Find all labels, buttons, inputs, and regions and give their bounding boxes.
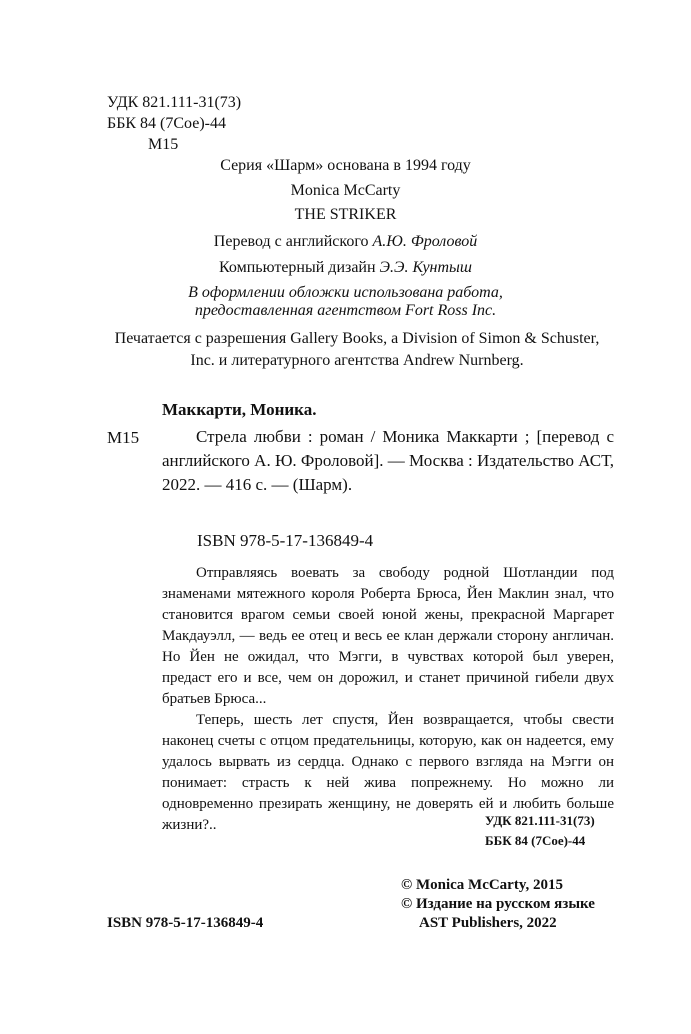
translator-name: А.Ю. Фроловой — [372, 233, 478, 250]
original-title: THE STRIKER — [294, 206, 397, 223]
bibliographic-record: Стрела любви : роман / Моника Маккарти ; [перевод с английского А. Ю. Фроловой]. — Москва : Издательство АСТ, 2022. — 416 с. — (Шарм). — [162, 427, 615, 494]
bibliographic-label: М15 — [107, 428, 140, 447]
design-credit — [0, 259, 691, 277]
copyright-publisher: AST Publishers, 2022 — [419, 915, 557, 931]
original-author: Monica McCarty — [290, 182, 401, 199]
annotation-paragraph-2: Теперь, шесть лет спустя, Йен возвращается, чтобы свести наконец счеты с отцом предательницы, которую, как он надеется, ему удалось вырвать из сердца. Однако с первого взгляда на Мэгги он понимает: страсть к ней жива попрежнему. Но можно ли одновременно презирать женщину, не доверять ей и любить больше жизни?.. — [162, 712, 614, 833]
translation-prefix: Перевод с английского — [213, 233, 373, 250]
bbk-code: ББК 84 (7Сое)-44 — [107, 115, 226, 132]
annotation-paragraph-1: Отправляясь воевать за свободу родной Шотландии под знаменами мятежного короля Роберта Брюса, Йен Маклин знал, что становится врагом семьи своей юной жены, прекрасной Маргарет Макдауэлл, — ведь ее отец и весь ее клан держали сторону англичан. Но Йен не ожидал, что Мэгги, в чувствах которой был уверен, предаст его и все, чем он дорожил, и станет причиной гибели двух братьев Брюса... — [162, 565, 614, 707]
designer-name: Э.Э. Кунтыш — [379, 259, 472, 276]
author-mark: М15 — [148, 136, 179, 153]
permission-note: Печатается с разрешения Gallery Books, a Division of Simon & Schuster, Inc. и литературного агентства Andrew Nurnberg. — [114, 330, 600, 369]
classification-codes — [107, 92, 241, 155]
annotation-udk: УДК 821.111-31(73) — [485, 813, 595, 828]
bibliographic-isbn: ISBN 978-5-17-136849-4 — [197, 531, 374, 550]
annotation — [162, 563, 614, 836]
copyright-block — [401, 876, 595, 933]
annotation-bbk: ББК 84 (7Сое)-44 — [485, 833, 586, 848]
translation-credit — [0, 233, 691, 251]
bibliographic-author: Маккарти, Моника. — [162, 400, 317, 419]
series-line: Серия «Шарм» основана в 1994 году — [220, 157, 471, 174]
design-prefix: Компьютерный дизайн — [219, 259, 380, 276]
cover-note-line2: предоставленная агентством Fort Ross Inc. — [194, 302, 497, 319]
udk-code: УДК 821.111-31(73) — [107, 94, 242, 111]
copyright-edition: © Издание на русском языке — [401, 896, 595, 912]
cover-note-line1: В оформлении обложки использована работа, — [188, 284, 503, 301]
isbn-bottom: ISBN 978-5-17-136849-4 — [107, 915, 264, 931]
annotation-codes — [485, 811, 595, 851]
copyright-author: © Monica McCarty, 2015 — [401, 877, 564, 893]
